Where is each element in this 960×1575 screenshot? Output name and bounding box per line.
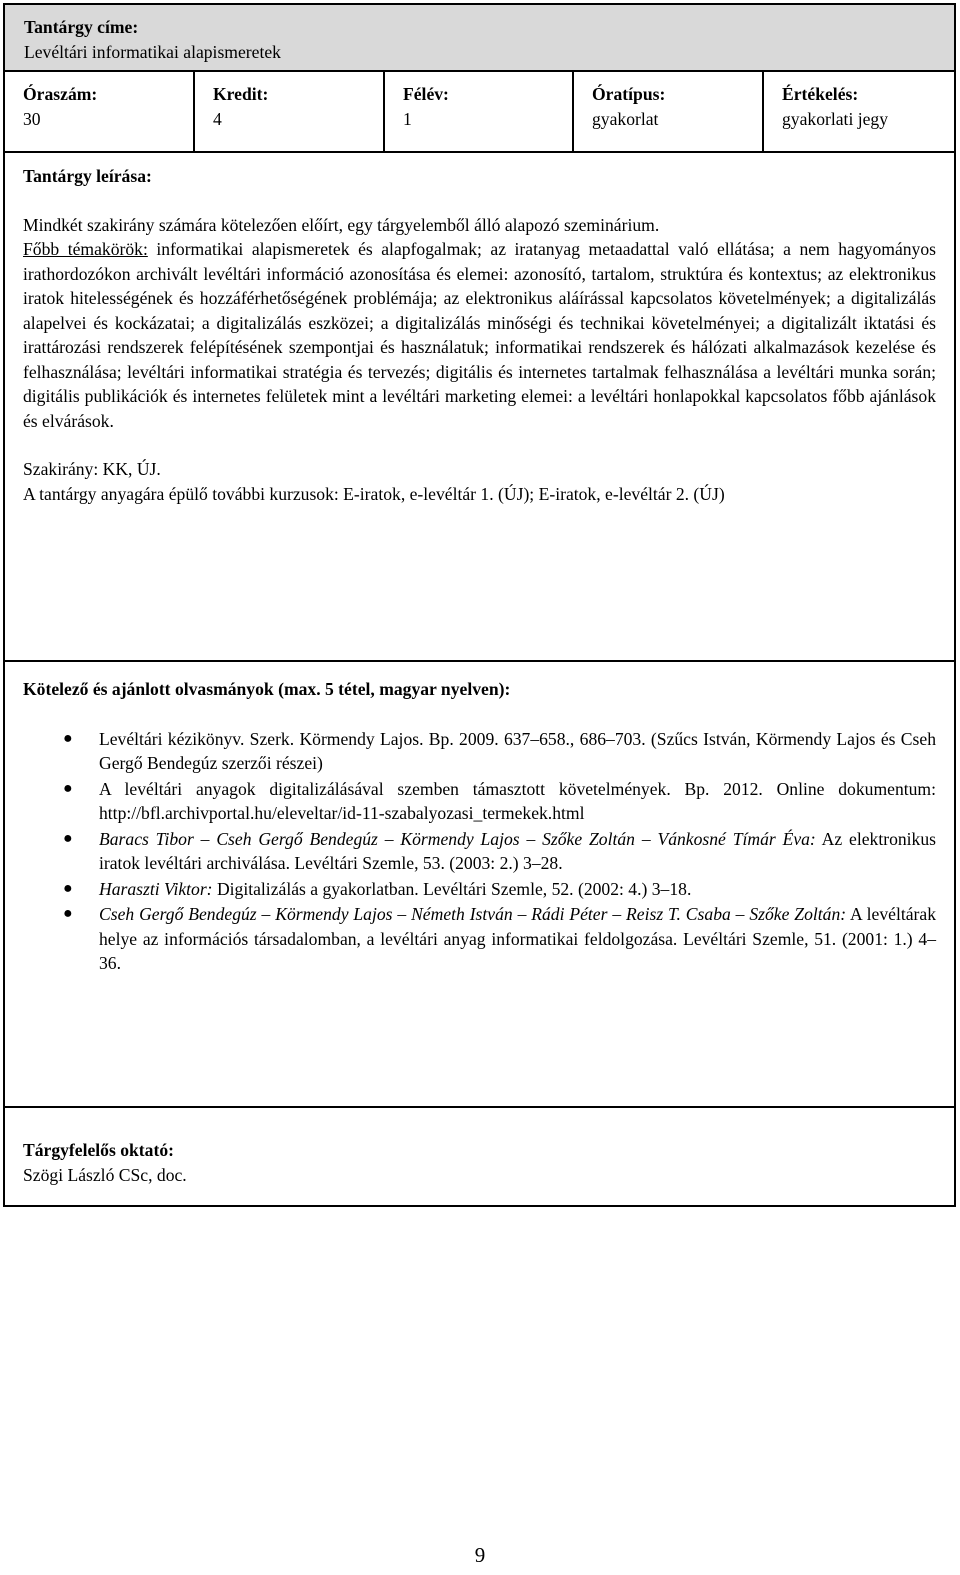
hours-label: Óraszám:	[23, 84, 98, 104]
semester-cell	[384, 71, 573, 152]
course-sheet	[3, 3, 954, 1207]
list-item: ● Baracs Tibor – Cseh Gergő Bendegúz – Körmendy Lajos – Szőke Zoltán – Vánkosné Tímár Éva: Az elektronikus iratok levéltári archiválása. Levéltári Szemle, 53. (2003: 2.) 3–28.	[63, 828, 936, 873]
list-item: ● A levéltári anyagok digitalizálásával szemben támasztott követelmények. Bp. 2012. Online dokumentum: http://bfl.archivportal.hu/eleveltar/id-11-szabalyozasi_termekek.html	[63, 778, 936, 823]
list-item: ● Cseh Gergő Bendegúz – Körmendy Lajos – Németh István – Rádi Péter – Reisz T. Csaba – Szőke Zoltán: A levéltárak helye az információs társadalomban, a levéltári anyag informatikai feldolgozása. Levéltári Szemle, 51. (2001: 1.) 4–36.	[63, 904, 936, 973]
course-title: Levéltári informatikai alapismeretek	[24, 41, 281, 62]
readings-label: Kötelező és ajánlott olvasmányok (max. 5 tétel, magyar nyelven):	[23, 679, 511, 699]
course-title-label: Tantárgy címe:	[24, 17, 139, 37]
evaluation-cell	[763, 71, 955, 152]
bullet-icon: ●	[63, 905, 73, 922]
class-type-cell	[573, 71, 763, 152]
class-type-value: gyakorlat	[592, 108, 659, 129]
description-cell	[4, 152, 955, 661]
owner-name: Szögi László CSc, doc.	[23, 1164, 187, 1185]
semester-label: Félév:	[403, 84, 449, 104]
class-type-label: Óratípus:	[592, 84, 666, 104]
owner-cell	[4, 1107, 955, 1206]
bullet-icon: ●	[63, 779, 73, 797]
credit-label: Kredit:	[213, 84, 269, 104]
bullet-icon: ●	[63, 879, 73, 897]
followup-courses: A tantárgy anyagára épülő további kurzusok: E-iratok, e-levéltár 1. (ÚJ); E-iratok, e-levéltár 2. (ÚJ)	[23, 483, 725, 504]
course-table	[3, 3, 956, 1207]
evaluation-value: gyakorlati jegy	[782, 108, 889, 129]
readings-list	[23, 727, 936, 976]
credit-value: 4	[213, 108, 222, 129]
list-item: ● Levéltári kézikönyv. Szerk. Körmendy Lajos. Bp. 2009. 637–658., 686–703. (Szűcs István, Körmendy Lajos és Cseh Gergő Bendegúz szerzői részei)	[63, 728, 936, 773]
credit-cell	[194, 71, 384, 152]
evaluation-label: Értékelés:	[782, 84, 859, 104]
list-item: ● Haraszti Viktor: Digitalizálás a gyakorlatban. Levéltári Szemle, 52. (2002: 4.) 3–18.	[23, 877, 936, 902]
topics-text: informatikai alapismeretek és alapfogalmak; az iratanyag metaadattal való ellátása; a nem hagyományos irathordozókon archivált levéltári információ azonosítása és elemei: azonosító, tartalom, struktúra és kontextus; az elektronikus iratok hitelességének és hozzáférhetőségének problémája; az elektronikus aláírással kapcsolatos követelmények; a digitalizálás alapelvei és kockázatai; a digitalizálás eszközei; a digitalizálás minőségi és technikai követelményei; a digitalizált iktatási és irattározási rendszerek felépítésének szempontjai és használatuk; informatikai rendszerek és hálózati alkalmazások kezelése és felhasználása; levéltári informatikai stratégia és tervezés; digitális és internetes tartalmak felhasználása a levéltári munka során; digitális publikációk és internetes felületek mint a levéltári marketing elemei: a levéltári honlapokkal kapcsolatos főbb ajánlások és elvárások.	[23, 239, 936, 431]
readings-cell	[4, 661, 955, 1107]
course-title-cell	[4, 4, 955, 71]
description-topics	[23, 237, 936, 433]
hours-value: 30	[23, 108, 41, 129]
page-number: 9	[474, 1543, 486, 1567]
semester-value: 1	[403, 108, 412, 129]
bullet-icon: ●	[63, 729, 73, 747]
specialization: Szakirány: KK, ÚJ.	[23, 459, 161, 479]
description-label: Tantárgy leírása:	[23, 166, 152, 186]
topics-label: Főbb témakörök:	[23, 239, 148, 259]
hours-cell	[4, 71, 194, 152]
owner-label: Tárgyfelelős oktató:	[23, 1140, 174, 1160]
description-intro: Mindkét szakirány számára kötelezően előírt, egy tárgyelemből álló alapozó szeminárium.	[23, 214, 660, 235]
bullet-icon: ●	[63, 829, 73, 847]
